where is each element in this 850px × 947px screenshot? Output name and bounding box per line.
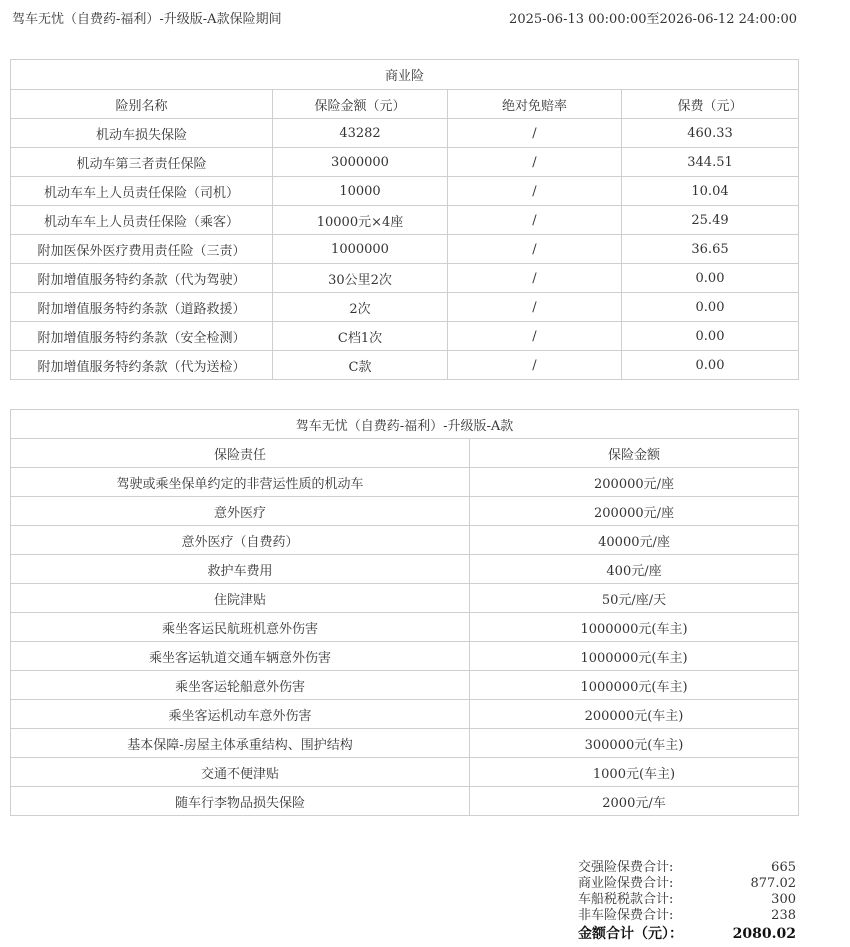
summary-row	[578, 860, 796, 876]
table-cell: 200000元(车主)	[470, 700, 799, 729]
policy-period: 2025-06-13 00:00:00至2026-06-12 24:00:00	[509, 12, 797, 27]
table-cell: 30公里2次	[273, 264, 448, 293]
table-row	[11, 613, 799, 642]
table-cell: 乘坐客运机动车意外伤害	[11, 700, 470, 729]
summary-label: 车船税税款合计:	[578, 892, 674, 907]
table-cell: 1000000元(车主)	[470, 642, 799, 671]
commercial-table-caption: 商业险	[11, 60, 799, 90]
table-cell: /	[448, 148, 622, 177]
table-cell: 意外医疗（自费药）	[11, 526, 470, 555]
table-row	[11, 235, 799, 264]
summary-row	[578, 892, 796, 908]
table-row	[11, 497, 799, 526]
summary-value: 665	[771, 860, 796, 875]
table-cell: 0.00	[622, 293, 799, 322]
table-row	[11, 119, 799, 148]
table-cell: C档1次	[273, 322, 448, 351]
table-cell: 机动车第三者责任保险	[11, 148, 273, 177]
table-cell: 10.04	[622, 177, 799, 206]
table-cell: /	[448, 177, 622, 206]
summary-value: 300	[771, 892, 796, 907]
table-cell: 300000元(车主)	[470, 729, 799, 758]
table-cell: 驾驶或乘坐保单约定的非营运性质的机动车	[11, 468, 470, 497]
table-cell: 住院津贴	[11, 584, 470, 613]
table-cell: 附加医保外医疗费用责任险（三责）	[11, 235, 273, 264]
table-cell: 10000	[273, 177, 448, 206]
summary-label: 非车险保费合计:	[578, 908, 674, 923]
table-cell: 机动车车上人员责任保险（乘客）	[11, 206, 273, 235]
summary-value: 877.02	[750, 876, 796, 891]
table-cell: 1000元(车主)	[470, 758, 799, 787]
table-cell: 200000元/座	[470, 497, 799, 526]
table-cell: 机动车损失保险	[11, 119, 273, 148]
summary-row	[578, 876, 796, 892]
summary-label: 商业险保费合计:	[578, 876, 674, 891]
table-cell: /	[448, 264, 622, 293]
table-cell: 交通不便津贴	[11, 758, 470, 787]
column-header: 保险金额	[470, 439, 799, 468]
table-row	[11, 468, 799, 497]
table-cell: 0.00	[622, 264, 799, 293]
table-cell: 50元/座/天	[470, 584, 799, 613]
policy-header	[12, 8, 797, 28]
table-row	[11, 700, 799, 729]
table-cell: 救护车费用	[11, 555, 470, 584]
table-cell: 1000000元(车主)	[470, 613, 799, 642]
table-row	[11, 351, 799, 380]
table-cell: /	[448, 351, 622, 380]
total-label: 金额合计（元）：	[578, 926, 683, 942]
summary-value: 238	[771, 908, 796, 923]
table-cell: 基本保障-房屋主体承重结构、围护结构	[11, 729, 470, 758]
table-cell: 3000000	[273, 148, 448, 177]
table-cell: 2次	[273, 293, 448, 322]
table-cell: 200000元/座	[470, 468, 799, 497]
table-row	[11, 729, 799, 758]
policy-title: 驾车无忧（自费药-福利）-升级版-A款保险期间	[12, 12, 282, 27]
table-row	[11, 555, 799, 584]
column-header: 保险金额（元）	[273, 90, 448, 119]
table-cell: 附加增值服务特约条款（代为驾驶）	[11, 264, 273, 293]
table-cell: 附加增值服务特约条款（道路救援）	[11, 293, 273, 322]
summary-row	[578, 908, 796, 924]
column-header: 保险责任	[11, 439, 470, 468]
table-row	[11, 584, 799, 613]
table-cell: 随车行李物品损失保险	[11, 787, 470, 816]
table-cell: 0.00	[622, 351, 799, 380]
table-cell: 附加增值服务特约条款（代为送检）	[11, 351, 273, 380]
table-cell: 25.49	[622, 206, 799, 235]
extra-coverage-table	[10, 409, 799, 816]
table-row	[11, 148, 799, 177]
table-cell: 乘坐客运民航班机意外伤害	[11, 613, 470, 642]
premium-summary	[578, 860, 796, 942]
table-cell: 乘坐客运轮船意外伤害	[11, 671, 470, 700]
table-cell: /	[448, 322, 622, 351]
table-cell: C款	[273, 351, 448, 380]
table-cell: 40000元/座	[470, 526, 799, 555]
table-row	[11, 671, 799, 700]
summary-label: 交强险保费合计:	[578, 860, 674, 875]
table-cell: 2000元/车	[470, 787, 799, 816]
table-row	[11, 177, 799, 206]
table-row	[11, 293, 799, 322]
table-cell: 460.33	[622, 119, 799, 148]
total-row	[578, 926, 796, 942]
commercial-insurance-table	[10, 59, 799, 380]
table-cell: 0.00	[622, 322, 799, 351]
table-cell: 400元/座	[470, 555, 799, 584]
table-row	[11, 642, 799, 671]
table-cell: 344.51	[622, 148, 799, 177]
table-row	[11, 264, 799, 293]
column-header: 险别名称	[11, 90, 273, 119]
table-cell: /	[448, 235, 622, 264]
table-cell: 附加增值服务特约条款（安全检测）	[11, 322, 273, 351]
table-cell: 36.65	[622, 235, 799, 264]
extra-table-caption: 驾车无忧（自费药-福利）-升级版-A款	[11, 410, 799, 439]
table-row	[11, 206, 799, 235]
table-row	[11, 758, 799, 787]
table-row	[11, 526, 799, 555]
table-cell: 43282	[273, 119, 448, 148]
table-cell: 1000000	[273, 235, 448, 264]
column-header: 绝对免赔率	[448, 90, 622, 119]
table-cell: 1000000元(车主)	[470, 671, 799, 700]
table-cell: /	[448, 206, 622, 235]
table-row	[11, 322, 799, 351]
table-cell: /	[448, 119, 622, 148]
table-cell: 乘坐客运轨道交通车辆意外伤害	[11, 642, 470, 671]
table-cell: 10000元×4座	[273, 206, 448, 235]
table-cell: /	[448, 293, 622, 322]
table-cell: 机动车车上人员责任保险（司机）	[11, 177, 273, 206]
table-row	[11, 787, 799, 816]
column-header: 保费（元）	[622, 90, 799, 119]
total-value: 2080.02	[732, 926, 796, 942]
table-cell: 意外医疗	[11, 497, 470, 526]
